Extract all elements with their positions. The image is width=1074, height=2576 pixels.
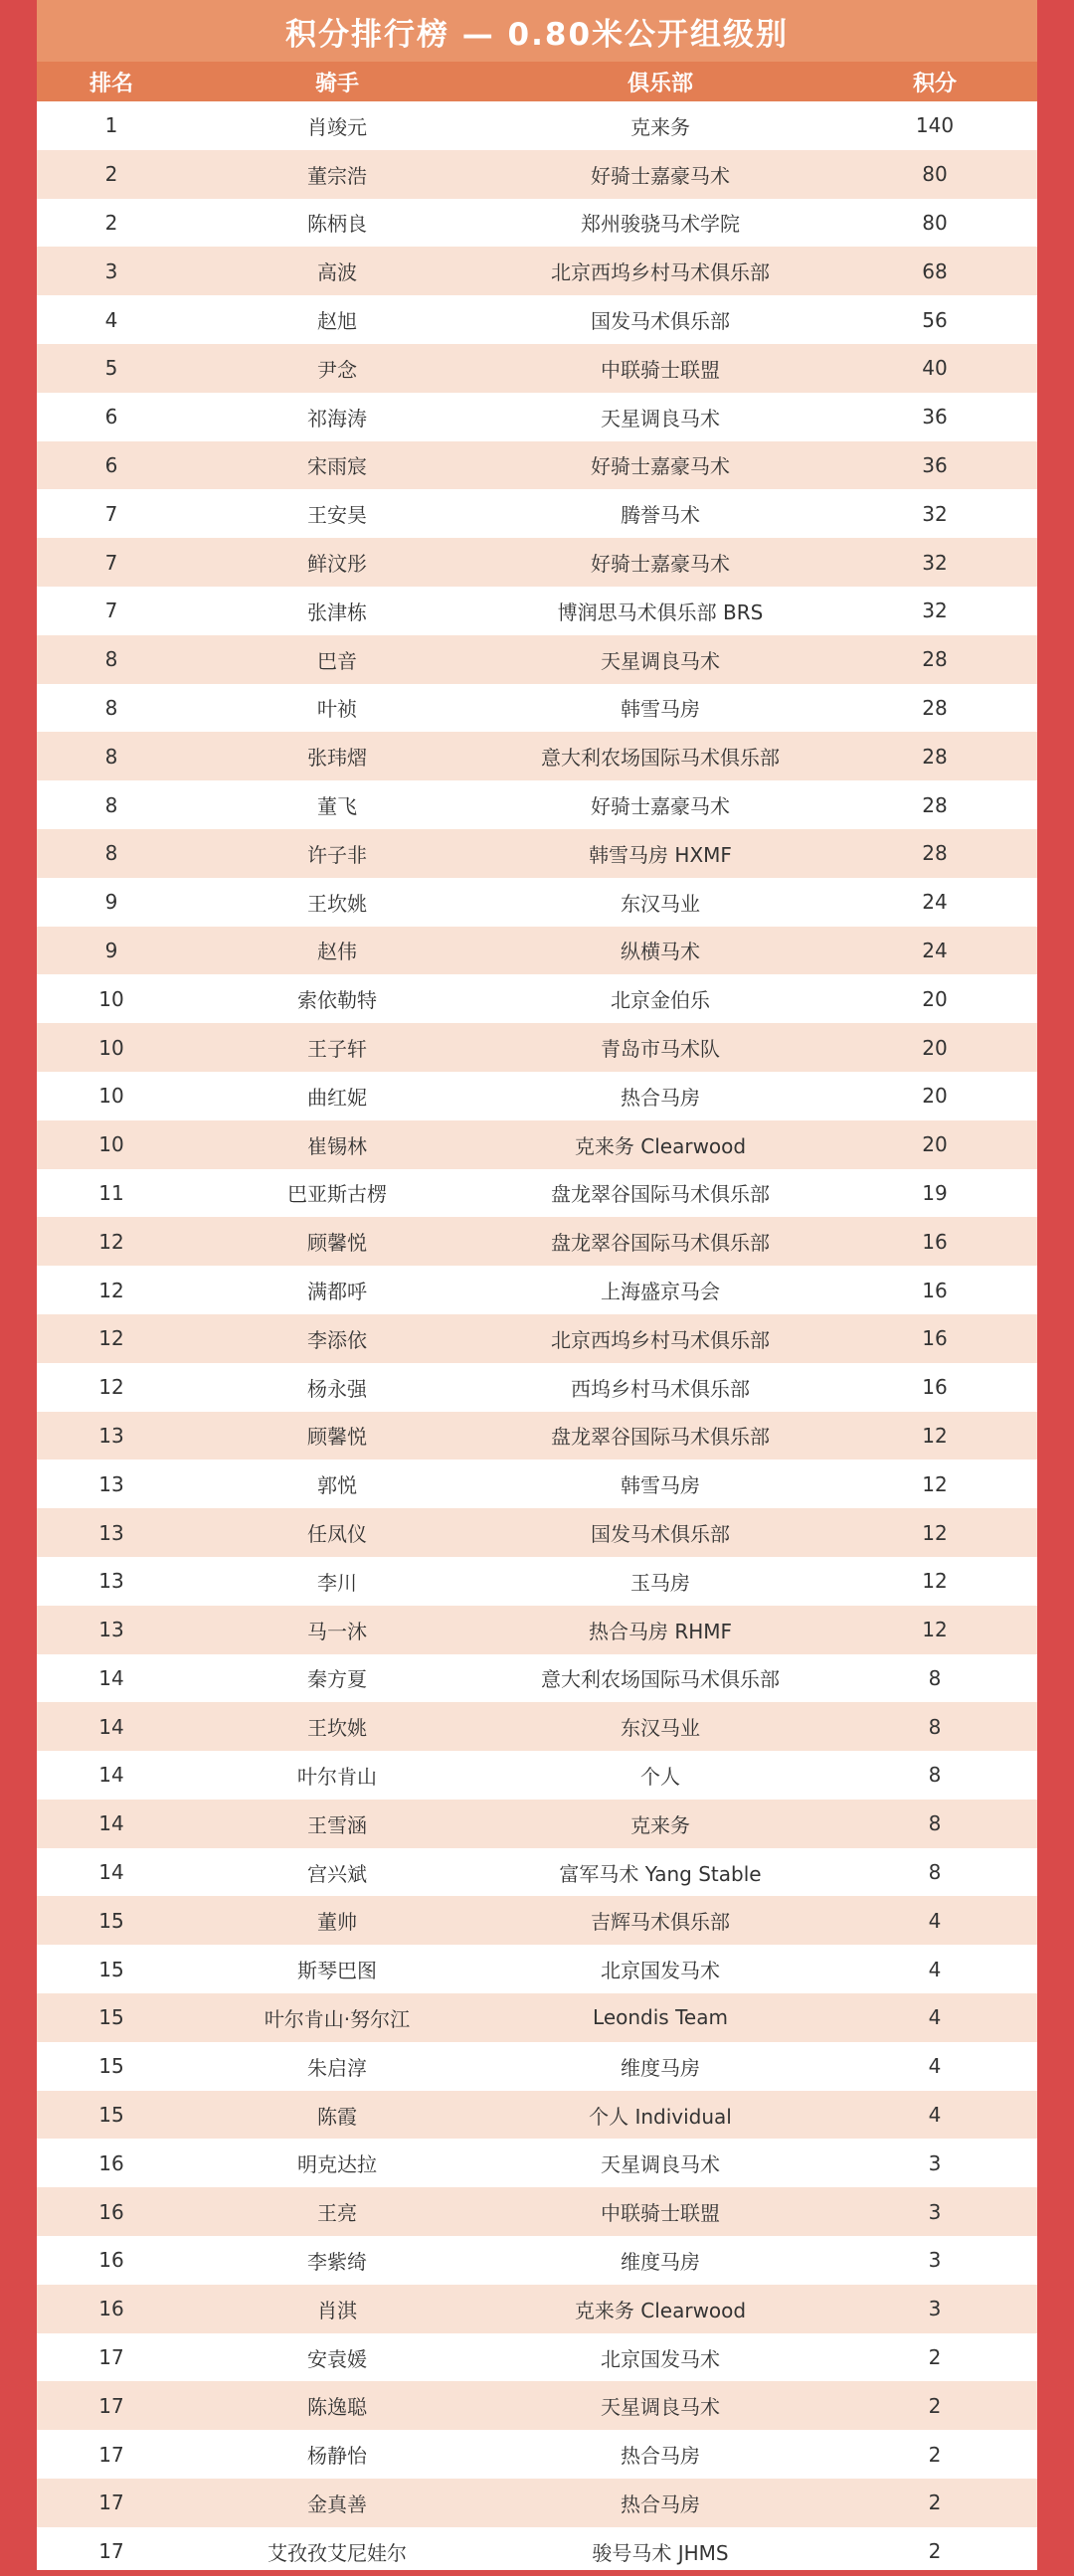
rank-cell: 9 [104, 938, 118, 962]
club-cell: 富军马术 Yang Stable [559, 1861, 762, 1886]
points-cell: 24 [922, 890, 948, 915]
club-cell: 热合马房 RHMF [588, 1619, 733, 1643]
rider-cell: 王亮 [317, 2201, 357, 2226]
table-row [37, 199, 1037, 248]
points-cell: 20 [922, 1084, 948, 1109]
rider-cell: 王雪涵 [307, 1812, 367, 1837]
points-cell: 20 [922, 1132, 948, 1157]
table-row [37, 829, 1037, 878]
club-cell: 北京金伯乐 [611, 988, 710, 1013]
points-cell: 3 [928, 2199, 942, 2224]
rider-cell: 崔锡林 [307, 1133, 367, 1158]
club-cell: 维度马房 [621, 2055, 700, 2080]
points-cell: 56 [922, 307, 948, 332]
points-cell: 8 [928, 1714, 942, 1739]
points-cell: 36 [922, 452, 948, 477]
club-cell: 好骑士嘉豪马术 [591, 552, 730, 577]
header-club: 俱乐部 [626, 71, 693, 96]
rank-cell: 13 [98, 1569, 124, 1594]
rider-cell: 明克达拉 [297, 2152, 377, 2177]
rider-cell: 高波 [317, 260, 357, 285]
rank-cell: 10 [98, 1084, 124, 1109]
table-row [37, 247, 1037, 295]
header-points: 积分 [912, 71, 957, 96]
table-row [37, 2285, 1037, 2333]
table-row [37, 1993, 1037, 2042]
club-cell: 韩雪马房 HXMF [589, 842, 732, 867]
points-cell: 8 [928, 1665, 942, 1690]
club-cell: 东汉马业 [621, 1716, 700, 1741]
rider-cell: 张津栋 [307, 600, 367, 624]
table-row [37, 1363, 1037, 1412]
club-cell: 北京国发马术 [601, 1959, 720, 1983]
points-cell: 12 [922, 1520, 948, 1545]
rank-cell: 10 [98, 1132, 124, 1157]
rank-cell: 13 [98, 1618, 124, 1642]
points-cell: 36 [922, 405, 948, 429]
points-cell: 2 [928, 2490, 942, 2515]
table-row [37, 780, 1037, 829]
rider-cell: 李添依 [307, 1327, 367, 1352]
rider-cell: 鲜汶彤 [307, 552, 367, 577]
club-cell: 个人 Individual [589, 2104, 732, 2129]
points-cell: 140 [915, 113, 955, 138]
points-cell: 80 [922, 210, 948, 235]
points-cell: 24 [922, 938, 948, 962]
table-row [37, 1217, 1037, 1266]
points-cell: 28 [922, 841, 948, 866]
table-row [37, 1314, 1037, 1363]
rank-cell: 4 [104, 307, 118, 332]
table-row [37, 1023, 1037, 1072]
rider-cell: 陈逸聪 [307, 2395, 367, 2420]
points-cell: 28 [922, 744, 948, 769]
table-row [37, 878, 1037, 927]
table-header [37, 62, 1037, 101]
table-row [37, 635, 1037, 684]
rider-cell: 顾馨悦 [307, 1425, 367, 1450]
rank-cell: 8 [104, 647, 118, 672]
rank-cell: 15 [98, 2054, 124, 2079]
table-row [37, 1557, 1037, 1606]
rank-cell: 6 [104, 452, 118, 477]
table-row [37, 1169, 1037, 1218]
rider-cell: 安袁媛 [307, 2346, 367, 2371]
club-cell: 北京国发马术 [601, 2346, 720, 2371]
rider-cell: 肖竣元 [307, 114, 367, 139]
rider-cell: 李紫绮 [307, 2249, 367, 2274]
table-row [37, 393, 1037, 441]
club-cell: 腾誉马术 [621, 503, 700, 528]
rank-cell: 7 [104, 599, 118, 623]
rank-cell: 15 [98, 2005, 124, 2030]
club-cell: 盘龙翠谷国际马术俱乐部 [551, 1182, 770, 1207]
points-cell: 8 [928, 1811, 942, 1836]
club-cell: 西坞乡村马术俱乐部 [571, 1376, 750, 1401]
club-cell: 个人 [640, 1764, 680, 1789]
rider-cell: 郭悦 [317, 1473, 357, 1498]
rank-cell: 16 [98, 2248, 124, 2273]
rank-cell: 7 [104, 501, 118, 526]
rank-cell: 3 [104, 258, 118, 283]
rank-cell: 12 [98, 1229, 124, 1254]
club-cell: 好骑士嘉豪马术 [591, 454, 730, 479]
rank-cell: 15 [98, 1908, 124, 1933]
rank-cell: 14 [98, 1714, 124, 1739]
table-row [37, 2527, 1037, 2576]
club-cell: 骏号马术 JHMS [592, 2540, 729, 2565]
table-row [37, 732, 1037, 780]
rider-cell: 李川 [317, 1570, 357, 1595]
table-row [37, 1120, 1037, 1169]
club-cell: 国发马术俱乐部 [591, 1522, 730, 1546]
table-row [37, 684, 1037, 733]
rider-cell: 祁海涛 [307, 406, 367, 430]
leaderboard-page [37, 0, 1037, 2570]
rider-cell: 董飞 [317, 794, 357, 819]
points-cell: 3 [928, 2248, 942, 2273]
rider-cell: 巴音 [317, 648, 357, 673]
club-cell: 上海盛京马会 [601, 1280, 720, 1304]
club-cell: 纵横马术 [621, 940, 700, 964]
club-cell: 克来务 Clearwood [574, 1133, 747, 1158]
rank-cell: 9 [104, 890, 118, 915]
rank-cell: 8 [104, 792, 118, 817]
rider-cell: 宫兴斌 [307, 1861, 367, 1886]
rank-cell: 14 [98, 1811, 124, 1836]
rider-cell: 王子轩 [307, 1037, 367, 1062]
club-cell: 好骑士嘉豪马术 [591, 163, 730, 188]
rider-cell: 宋雨宸 [307, 454, 367, 479]
points-cell: 4 [928, 1957, 942, 1981]
rider-cell: 叶尔肯山 [297, 1764, 377, 1789]
rider-cell: 秦方夏 [307, 1667, 367, 1692]
table-row [37, 1266, 1037, 1314]
points-cell: 20 [922, 1035, 948, 1060]
club-cell: 天星调良马术 [601, 406, 720, 430]
rank-cell: 13 [98, 1471, 124, 1496]
club-cell: 意大利农场国际马术俱乐部 [541, 746, 780, 771]
rank-cell: 17 [98, 2442, 124, 2467]
rank-cell: 12 [98, 1375, 124, 1400]
rank-cell: 13 [98, 1423, 124, 1448]
rider-cell: 巴亚斯古楞 [287, 1182, 387, 1207]
rider-cell: 赵旭 [317, 309, 357, 334]
table-row [37, 101, 1037, 150]
table-row [37, 2042, 1037, 2091]
points-cell: 2 [928, 2345, 942, 2370]
table-row [37, 1848, 1037, 1897]
rank-cell: 17 [98, 2393, 124, 2418]
rider-cell: 马一沐 [307, 1619, 367, 1643]
points-cell: 68 [922, 258, 948, 283]
table-row [37, 538, 1037, 587]
rank-cell: 12 [98, 1326, 124, 1351]
rider-cell: 曲红妮 [307, 1085, 367, 1110]
table-row [37, 2091, 1037, 2140]
rider-cell: 王坎姚 [307, 891, 367, 916]
points-cell: 80 [922, 162, 948, 187]
table-row [37, 344, 1037, 393]
table-row [37, 1751, 1037, 1800]
rider-cell: 任凤仪 [307, 1522, 367, 1546]
table-row [37, 2381, 1037, 2430]
club-cell: 北京西坞乡村马术俱乐部 [551, 260, 770, 285]
rank-cell: 12 [98, 1278, 124, 1302]
rank-cell: 14 [98, 1860, 124, 1885]
club-cell: 意大利农场国际马术俱乐部 [541, 1667, 780, 1692]
points-cell: 12 [922, 1423, 948, 1448]
table-body [37, 101, 1037, 2576]
club-cell: 玉马房 [630, 1570, 690, 1595]
points-cell: 2 [928, 2539, 942, 2564]
table-row [37, 489, 1037, 538]
points-cell: 8 [928, 1763, 942, 1788]
points-cell: 12 [922, 1618, 948, 1642]
points-cell: 40 [922, 356, 948, 381]
rider-cell: 赵伟 [317, 940, 357, 964]
points-cell: 4 [928, 2005, 942, 2030]
table-row [37, 927, 1037, 975]
club-cell: 克来务 [630, 114, 690, 139]
points-cell: 12 [922, 1569, 948, 1594]
rank-cell: 1 [104, 113, 118, 138]
table-row [37, 2479, 1037, 2527]
club-cell: 热合马房 [621, 2491, 700, 2516]
club-cell: 中联骑士联盟 [601, 357, 720, 382]
table-row [37, 2236, 1037, 2285]
rider-cell: 顾馨悦 [307, 1231, 367, 1256]
rider-cell: 董宗浩 [307, 163, 367, 188]
rank-cell: 8 [104, 744, 118, 769]
table-row [37, 1072, 1037, 1120]
rider-cell: 斯琴巴图 [297, 1959, 377, 1983]
rank-cell: 16 [98, 2150, 124, 2175]
points-cell: 3 [928, 2150, 942, 2175]
rank-cell: 16 [98, 2199, 124, 2224]
rider-cell: 朱启淳 [307, 2055, 367, 2080]
club-cell: 盘龙翠谷国际马术俱乐部 [551, 1231, 770, 1256]
rank-cell: 8 [104, 841, 118, 866]
points-cell: 19 [922, 1180, 948, 1205]
rank-cell: 2 [104, 210, 118, 235]
table-row [37, 150, 1037, 199]
rank-cell: 10 [98, 1035, 124, 1060]
rank-cell: 14 [98, 1665, 124, 1690]
club-cell: 国发马术俱乐部 [591, 309, 730, 334]
table-row [37, 1460, 1037, 1508]
points-cell: 16 [922, 1326, 948, 1351]
rank-cell: 17 [98, 2345, 124, 2370]
points-cell: 4 [928, 2054, 942, 2079]
rank-cell: 13 [98, 1520, 124, 1545]
rank-cell: 8 [104, 695, 118, 720]
table-row [37, 295, 1037, 344]
points-cell: 32 [922, 550, 948, 575]
points-cell: 12 [922, 1471, 948, 1496]
table-row [37, 2139, 1037, 2187]
club-cell: 克来务 [630, 1812, 690, 1837]
rank-cell: 7 [104, 550, 118, 575]
rider-cell: 艾孜孜艾尼娃尔 [268, 2540, 407, 2565]
table-row [37, 2333, 1037, 2382]
rank-cell: 17 [98, 2490, 124, 2515]
points-cell: 28 [922, 792, 948, 817]
table-row [37, 1800, 1037, 1848]
points-cell: 2 [928, 2393, 942, 2418]
points-cell: 4 [928, 2103, 942, 2128]
header-rank: 排名 [89, 71, 133, 96]
points-cell: 3 [928, 2297, 942, 2321]
club-cell: 郑州骏骁马术学院 [581, 212, 740, 237]
rider-cell: 尹念 [317, 357, 357, 382]
table-row [37, 974, 1037, 1023]
table-row [37, 2187, 1037, 2236]
table-row [37, 1654, 1037, 1703]
points-cell: 4 [928, 1908, 942, 1933]
club-cell: 东汉马业 [621, 891, 700, 916]
club-cell: 热合马房 [621, 2444, 700, 2469]
club-cell: 北京西坞乡村马术俱乐部 [551, 1327, 770, 1352]
rider-cell: 索依勒特 [297, 988, 377, 1013]
table-row [37, 1412, 1037, 1460]
points-cell: 20 [922, 986, 948, 1011]
club-cell: 天星调良马术 [601, 648, 720, 673]
rank-cell: 5 [104, 356, 118, 381]
points-cell: 28 [922, 647, 948, 672]
rank-cell: 17 [98, 2539, 124, 2564]
rider-cell: 陈霞 [317, 2104, 357, 2129]
club-cell: 中联骑士联盟 [601, 2201, 720, 2226]
rank-cell: 2 [104, 162, 118, 187]
points-cell: 16 [922, 1229, 948, 1254]
table-row [37, 1702, 1037, 1751]
rider-cell: 张玮熠 [307, 746, 367, 771]
rider-cell: 董帅 [317, 1910, 357, 1935]
rider-cell: 许子非 [307, 842, 367, 867]
points-cell: 32 [922, 599, 948, 623]
rider-cell: 肖淇 [317, 2298, 357, 2322]
rider-cell: 叶尔肯山·努尔江 [264, 2006, 411, 2031]
points-cell: 8 [928, 1860, 942, 1885]
rider-cell: 陈柄良 [307, 212, 367, 237]
table-row [37, 441, 1037, 490]
rank-cell: 11 [98, 1180, 124, 1205]
table-row [37, 1508, 1037, 1557]
rider-cell: 王坎姚 [307, 1716, 367, 1741]
club-cell: 韩雪马房 [621, 697, 700, 722]
table-row [37, 2430, 1037, 2479]
rank-cell: 14 [98, 1763, 124, 1788]
rider-cell: 金真善 [307, 2491, 367, 2516]
club-cell: 天星调良马术 [601, 2152, 720, 2177]
rank-cell: 16 [98, 2297, 124, 2321]
header-rider: 骑手 [314, 71, 359, 96]
rider-cell: 满都呼 [307, 1280, 367, 1304]
points-cell: 16 [922, 1375, 948, 1400]
club-cell: 热合马房 [621, 1085, 700, 1110]
rank-cell: 10 [98, 986, 124, 1011]
table-row [37, 587, 1037, 635]
table-row [37, 1945, 1037, 1993]
club-cell: 维度马房 [621, 2249, 700, 2274]
rank-cell: 15 [98, 2103, 124, 2128]
club-cell: 盘龙翠谷国际马术俱乐部 [551, 1425, 770, 1450]
points-cell: 28 [922, 695, 948, 720]
club-cell: 吉辉马术俱乐部 [591, 1910, 730, 1935]
table-row [37, 1606, 1037, 1654]
points-cell: 32 [922, 501, 948, 526]
rider-cell: 王安昊 [307, 503, 367, 528]
points-cell: 2 [928, 2442, 942, 2467]
club-cell: 好骑士嘉豪马术 [591, 794, 730, 819]
club-cell: 天星调良马术 [601, 2395, 720, 2420]
rank-cell: 15 [98, 1957, 124, 1981]
rank-cell: 6 [104, 405, 118, 429]
club-cell: Leondis Team [593, 2005, 728, 2030]
page-title: 积分排行榜 — 0.80米公开组级别 [37, 0, 1037, 62]
club-cell: 克来务 Clearwood [574, 2298, 747, 2322]
rider-cell: 杨永强 [307, 1376, 367, 1401]
rider-cell: 叶祯 [317, 697, 357, 722]
rider-cell: 杨静怡 [307, 2444, 367, 2469]
club-cell: 韩雪马房 [621, 1473, 700, 1498]
points-cell: 16 [922, 1278, 948, 1302]
club-cell: 博润思马术俱乐部 BRS [557, 600, 764, 624]
club-cell: 青岛市马术队 [601, 1037, 720, 1062]
table-row [37, 1896, 1037, 1945]
